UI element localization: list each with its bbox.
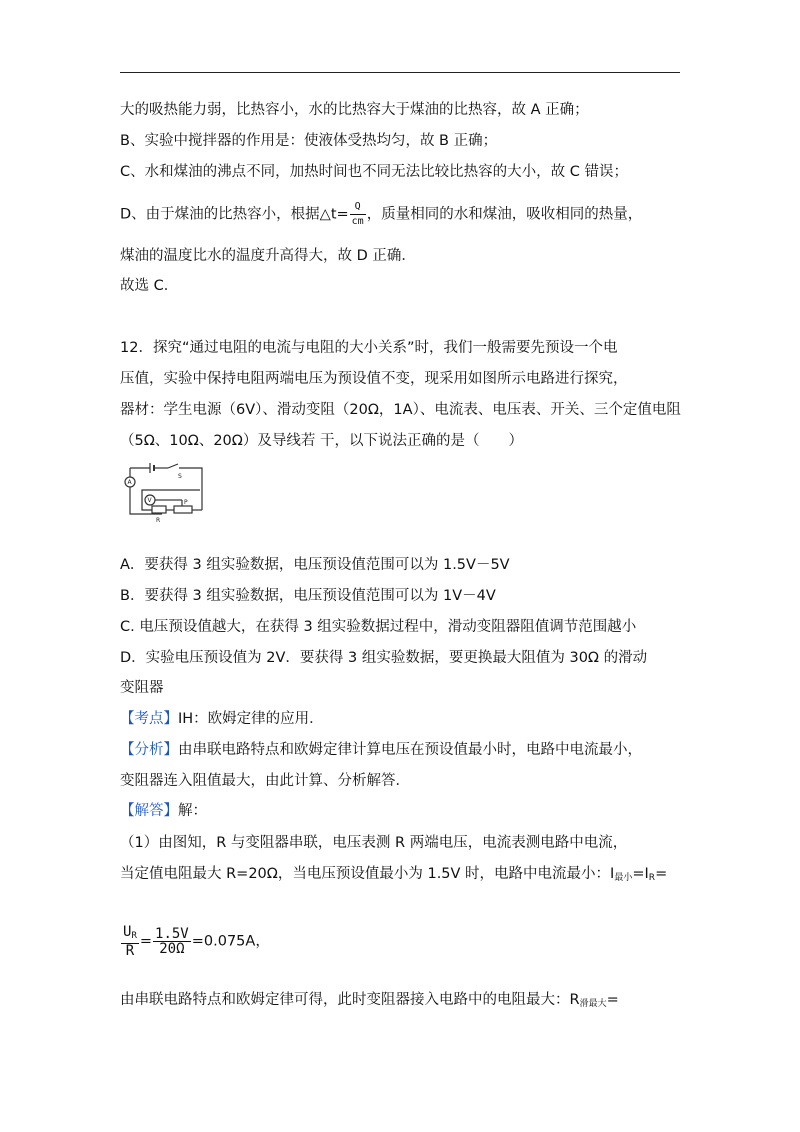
text-line-5: 煤油的温度比水的温度升高得大，故 D 正确． bbox=[120, 248, 416, 264]
question-line-4: （5Ω、10Ω、20Ω）及导线若 干，以下说法正确的是（ ） bbox=[120, 433, 523, 449]
kaodian-tag: 【考点】 bbox=[120, 711, 178, 727]
formula-ur-over-r bbox=[121, 925, 139, 958]
fenxi-line-1 bbox=[120, 740, 642, 760]
ammeter-label: A bbox=[127, 479, 132, 486]
text-line-2: B、实验中搅拌器的作用是：使液体受热均匀，故 B 正确； bbox=[120, 133, 498, 149]
formula-1-5v-over-20ohm bbox=[153, 927, 191, 956]
kaodian-line bbox=[120, 709, 324, 729]
formula-result: =0.075A， bbox=[191, 933, 270, 950]
voltmeter-label: V bbox=[147, 497, 152, 504]
question-line-1: 12．探究“通过电阻的电流与电阻的大小关系”时，我们一般需要先预设一个电 bbox=[120, 340, 618, 356]
formula-1-5v: 1.5V bbox=[155, 926, 189, 942]
question-line-2: 压值，实验中保持电阻两端电压为预设值不变，现采用如图所示电路进行探究， bbox=[120, 371, 628, 387]
jieda-text: 解： bbox=[178, 803, 207, 819]
d-option-prefix: D、由于煤油的比热容小，根据△t= bbox=[120, 206, 349, 223]
solution-2-sub-min: 最小 bbox=[614, 873, 633, 883]
fenxi-tag: 【分析】 bbox=[120, 742, 178, 758]
formula-numerator: Q bbox=[350, 200, 366, 215]
formula-r: R bbox=[125, 943, 135, 959]
option-b: B．要获得 3 组实验数据，电压预设值范围可以为 1V－4V bbox=[120, 588, 496, 604]
solution-line-3 bbox=[120, 925, 270, 958]
solution-line-2 bbox=[120, 864, 667, 888]
solution-4-sub: 滑最大 bbox=[579, 999, 607, 1009]
jieda-tag: 【解答】 bbox=[120, 803, 178, 819]
resistor-label: R bbox=[156, 517, 161, 524]
formula-20ohm: 20Ω bbox=[159, 941, 185, 957]
solution-2-prefix: 当定值电阻最大 R=20Ω，当电压预设值最小为 1.5V 时，电路中电流最小：I bbox=[120, 866, 615, 882]
option-d: D．实验电压预设值为 2V．要获得 3 组实验数据，要更换最大阻值为 30Ω 的滑动 bbox=[120, 650, 648, 666]
formula-u-sub: R bbox=[131, 931, 137, 941]
formula-denominator: cm bbox=[351, 216, 364, 227]
d-option-suffix: ，质量相同的水和煤油，吸收相同的热量， bbox=[366, 206, 643, 223]
solution-line-4 bbox=[120, 990, 619, 1014]
circuit-diagram bbox=[122, 462, 206, 526]
formula-u: U bbox=[123, 924, 132, 940]
answer-line: 故选 C． bbox=[120, 278, 179, 294]
switch-label: S bbox=[178, 473, 182, 480]
fenxi-line-2: 变阻器连入阻值最大，由此计算、分析解答． bbox=[120, 773, 410, 789]
slider-label: P bbox=[184, 499, 188, 506]
option-c: C. 电压预设值越大，在获得 3 组实验数据过程中，滑动变阻器阻值调节范围越小 bbox=[120, 619, 637, 635]
formula-q-over-cm bbox=[350, 200, 366, 229]
formula-equals: = bbox=[139, 933, 153, 950]
top-rule bbox=[120, 72, 680, 73]
solution-2-suffix: = bbox=[655, 866, 668, 882]
solution-2-sub-r: R bbox=[648, 873, 656, 883]
option-d-cont: 变阻器 bbox=[120, 680, 164, 696]
kaodian-text: IH：欧姆定律的应用． bbox=[178, 711, 324, 727]
question-line-3: 器材：学生电源（6V）、滑动变阻（20Ω，1A）、电流表、电压表、开关、三个定值电阻 bbox=[120, 402, 681, 418]
text-line-3: C、水和煤油的沸点不同，加热时间也不同无法比较比热容的大小，故 C 错误； bbox=[120, 164, 628, 180]
text-line-4 bbox=[120, 200, 642, 229]
text-line-1: 大的吸热能力弱，比热容小，水的比热容大于煤油的比热容，故 A 正确； bbox=[120, 102, 589, 118]
solution-2-mid: =I bbox=[632, 866, 649, 882]
solution-line-1: （1）由图知，R 与变阻器串联，电压表测 R 两端电压，电流表测电路中电流， bbox=[120, 835, 628, 851]
fenxi-text-1: 由串联电路特点和欧姆定律计算电压在预设值最小时，电路中电流最小， bbox=[178, 742, 642, 758]
solution-4-suffix: = bbox=[606, 992, 619, 1008]
jieda-line bbox=[120, 801, 207, 821]
option-a: A．要获得 3 组实验数据，电压预设值范围可以为 1.5V－5V bbox=[120, 557, 510, 573]
solution-4-prefix: 由串联电路特点和欧姆定律可得，此时变阻器接入电路中的电阻最大：R bbox=[120, 992, 580, 1008]
